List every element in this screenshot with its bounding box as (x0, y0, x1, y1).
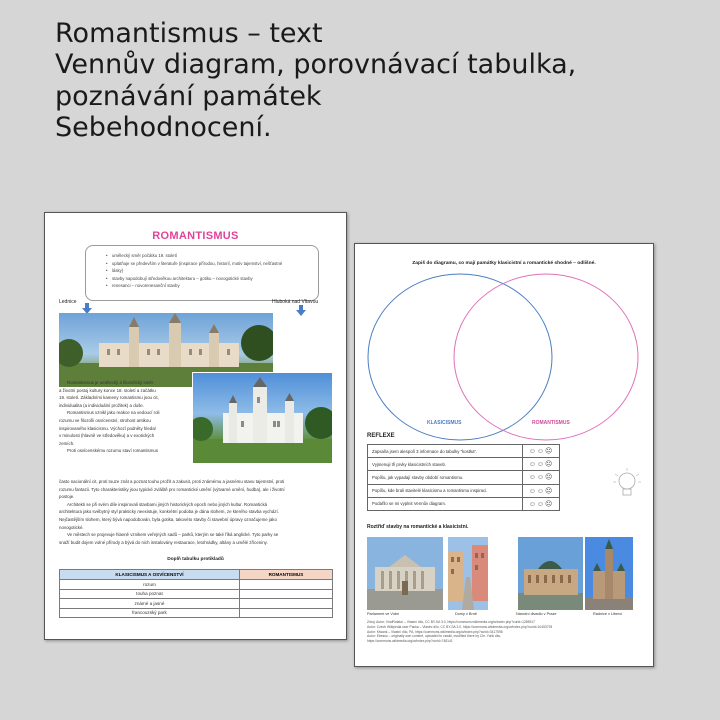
table-row (60, 608, 333, 618)
table-row (60, 599, 333, 609)
slide-title-line: Vennův diagram, porovnávací tabulka, (55, 49, 577, 81)
reflexe-table (367, 444, 560, 511)
caption-narodni-divadlo: Národní divadlo v Praze (516, 612, 557, 616)
summary-bullet: • stavby napodobují středověkou architekturu – gotiku – novogotické stavby (112, 275, 310, 283)
arrow-down-icon (296, 310, 306, 316)
label-lednice: Lednice (59, 299, 77, 305)
text-line: často nacionální cit, proti touze znát a poznat touhu prožít a zakusit, proti známému a jasnému stavu tajemství, proti (59, 479, 285, 484)
text-line: Romantismus vznikl jako reakce na vedoucí roli (67, 410, 160, 416)
slide-title (55, 18, 675, 143)
text-line: a životní postoj kultury konce 18. století a začátku (59, 387, 156, 393)
text-line: snaží budit dojem volné přírody a bývá do nich instalovány restaurace, letohrádky, altány a umělé zříceniny. (59, 539, 268, 545)
text-line: Romantismus je umělecký a filozofický směr (67, 380, 154, 385)
reflexe-item: Popíšu, kde brali stavitelé klasicismu a romantismu inspiraci. (368, 484, 523, 497)
reflexe-item: Popíšu, jak vypadají stavby období romantismu. (368, 471, 523, 484)
opposites-table (59, 569, 333, 618)
worksheet-page-venn (354, 243, 654, 667)
body-paragraph (59, 478, 333, 546)
smiley-rating-icon[interactable]: ☺☺☹ (523, 484, 560, 497)
summary-bullet: • umělecký směr počátku 19. století (112, 252, 310, 260)
venn-circle-klasicismus[interactable] (368, 274, 552, 440)
summary-bullet: • uplatňuje se především v literatuře (inspirace přírodou, historií, motiv tajemství, nešťastné (112, 260, 310, 268)
empty-cell[interactable] (239, 580, 332, 590)
venn-diagram (363, 270, 653, 460)
smiley-rating-icon[interactable]: ☺☺☹ (523, 458, 560, 471)
smiley-rating-icon[interactable]: ☺☺☹ (523, 497, 560, 510)
caption-radnice-liberec: Radnice v Liberci (593, 612, 623, 616)
text-line: novogotické. (59, 524, 84, 530)
table-cell: francouzský park (60, 608, 240, 618)
summary-bullet: • renesanci – novorenesanční stavby (112, 282, 310, 290)
narodni-divadlo-photo (518, 537, 583, 610)
reflexe-item: Vyjmenuji tři prvky klasicistních staveb. (368, 458, 523, 471)
text-line: individualita (a individuální prožitek) a duše. (59, 402, 144, 408)
empty-cell[interactable] (239, 608, 332, 618)
text-line: v minulosti (hlavně ve středověku) a v exotických (59, 433, 155, 439)
credit-line: Autor: Czech Wikipedia user Packa – Vlastní dílo, CC BY-SA 3.0, https://commons.wikimedia.org/w/index.php?curid=10453793 (367, 624, 553, 629)
text-line: Proti osvícenskému rozumu staví romantismus (67, 448, 159, 454)
venn-circle-romantismus[interactable] (454, 274, 638, 440)
hluboka-castle-photo (192, 372, 333, 464)
caption-domy-v-brne: Domy v Brně (455, 612, 477, 616)
slide-title-line: Sebehodnocení. (55, 111, 272, 143)
table-title: Doplň tabulku protikladů (167, 557, 224, 562)
text-line: Ve městech se projevuje hlavně vznikem veřejných sadů – parků, kterým se také říká anglické. Tyto parky se (67, 532, 279, 538)
worksheet-page-text (44, 212, 347, 640)
table-cell: touha poznat (60, 589, 240, 599)
intro-paragraph (59, 379, 191, 455)
table-row (368, 445, 560, 458)
slide-title-line: poznávání památek (55, 80, 322, 112)
credit-line: https://commons.wikimedia.org/w/index.php?curid=748141 (367, 639, 453, 644)
credit-line: Autor: Kiwank – Vlastní dílo, PA, https://commons.wikimedia.org/w/index.php?curid=3417598 (367, 629, 503, 634)
table-row (368, 484, 560, 497)
venn-label-romantismus: ROMANTISMUS (532, 420, 570, 426)
text-line: 19. století. Základními kameny romantismu jsou cit, (59, 395, 159, 401)
table-row (368, 497, 560, 510)
summary-bullet: • lásky) (112, 267, 310, 275)
text-line: rozumu ve filozofii osvícenství, strohost antikou (59, 417, 151, 423)
text-line: postoje. (59, 494, 75, 500)
table-row (60, 580, 333, 590)
text-line: architektura jako svébytný styl prakticky neexistuje, konkrétní podoba je dána slohem, ze kterého stavba vychází. (59, 509, 279, 515)
caption-parlament: Parlament ve Vídni (367, 612, 400, 616)
text-line: rozumu fantazii. Tyto charakteristiky jsou typické zvláště pro romantické umění (výtvarné umění, hudba), ale i životní (59, 486, 285, 492)
table-row (368, 471, 560, 484)
reflexe-item: Zapsal/a jsem alespoň 3 informace do tabulky "kostka". (368, 445, 523, 458)
reflexe-item: Podařilo se mi vyplnit Vennův diagram. (368, 497, 523, 510)
label-hluboka: Hluboká nad Vltavou (272, 299, 319, 305)
parlament-photo (367, 537, 443, 610)
page-heading: ROMANTISMUS (152, 230, 239, 242)
venn-instruction: Zapiš do diagramu, co mají památky klasicistní a romantické shodné – odlišné. (412, 261, 596, 266)
credit-line: Autor: Ebesso – originally own content, uploaded to cswiki, modified there by Chr. Yorik dílo, (367, 634, 502, 639)
reflexe-title: REFLEXE (367, 433, 395, 439)
text-line: Architekti se při svém díle inspirovali stavbami jiných historických epoch nebo jiných kultur. Romantická (67, 501, 268, 507)
venn-label-klasicismus: KLASICISMUS (427, 420, 462, 426)
slide-title-line: Romantismus – text (55, 18, 323, 49)
empty-cell[interactable] (239, 589, 332, 599)
sort-buildings-title: Roztřiď stavby na romantické a klasicistní. (367, 524, 469, 530)
table-cell: známé a jasné (60, 599, 240, 609)
summary-box (85, 245, 319, 301)
table-cell: rozum (60, 580, 240, 590)
smiley-rating-icon[interactable]: ☺☺☹ (523, 445, 560, 458)
image-credits (367, 620, 552, 644)
table-row (368, 458, 560, 471)
table-row (60, 589, 333, 599)
text-line: zemích. (59, 440, 75, 446)
text-line: Nejčastějším slohem, který bývá napodobován, byla gotika, takovéto stavby či stavební úpravy označujeme jako (59, 516, 277, 522)
table-header: ROMANTISMUS (239, 570, 332, 580)
lightbulb-icon (613, 468, 641, 504)
empty-cell[interactable] (239, 599, 332, 609)
radnice-liberec-photo (585, 537, 633, 610)
table-header: KLASICISMUS A OSVÍCENSTVÍ (60, 570, 240, 580)
domy-v-brne-photo (448, 537, 488, 610)
smiley-rating-icon[interactable]: ☺☺☹ (523, 471, 560, 484)
credit-line: Zdroj: Autor: VindRotator – Vlastní dílo, CC BY-SA 3.0, https://commons.wikimedia.org/w/index.php?curid=1285917 (367, 620, 535, 624)
text-line: inspirovaného klasicismu. Výchozí podněty hledal (59, 425, 156, 431)
